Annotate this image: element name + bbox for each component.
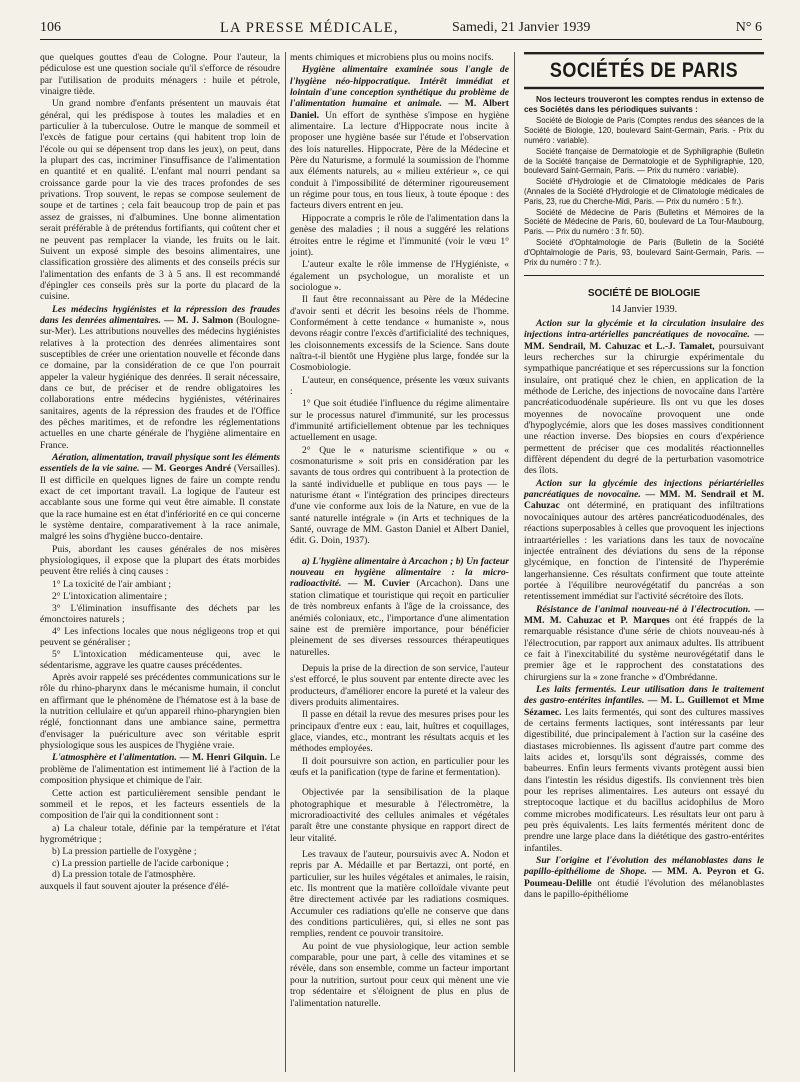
paragraph: 2° Que le « naturisme scientifique » ou « cosmonaturisme » soit pris en considération par les savants de tous ordres qui contribuent à la protection de la santé individuelle et publique en tous pays — le naturisme étant « l'intégration des principes directeurs d'une vie conforme aux lois de la Nature, en vue de la santé naturelle intégrale » (in Arts et techniques de la Santé, ouvrage de MM. Gaston Daniel et Albert Daniel, édit. G. Doin, 1937). [290, 444, 509, 547]
society-entry: Société de Médecine de Paris (Bulletins et Mémoires de la Société de Médecine de Paris, 60, boulevard de La Tour-Maubourg, Paris. — Prix du numéro : 3 fr. 50). [524, 207, 764, 237]
paragraph: 1° Que soit étudiée l'influence du régime alimentaire sur le processus naturel d'immunité, sur les processus d'immunité artificiellement obtenue par les techniques actuellement en usage. [290, 398, 509, 444]
society-entry: Société française de Dermatologie et de Syphiligraphie (Bulletin de la Société française de Dermatologie et de Syphiligraphie, 120, boulevard Saint-Germain, Paris. — Prix du numéro : variable). [524, 146, 764, 176]
page-header [40, 20, 762, 40]
society-heading: SOCIÉTÉ DE BIOLOGIE [587, 288, 701, 300]
paragraph: Objectivée par la sensibilisation de la plaque photographique et mesurable à l'électromètre, la microradioactivité des cellules animales et végétales paraît être une constante physique en rapport direct de leur vitalité. [290, 787, 509, 844]
society-entry: Société d'Hydrologie et de Climatologie médicales de Paris (Annales de la Société d'Hydrologie et de Climatologie médicales de Paris, 23, rue du Cherche-Midi, Paris. — Prix du numéro : 5 fr.). [524, 177, 764, 206]
paragraph: ments chimiques et microbiens plus ou moins nocifs. [290, 52, 494, 63]
section-intro: Nos lecteurs trouveront les comptes rendus in extenso de ces Sociétés dans les périodiques suivants : [524, 95, 764, 115]
issue-number: N° 6 [735, 20, 762, 35]
article-heading: L'atmosphère et l'alimentation. — M. Henri Gilquin. Le problème de l'alimentation est intimement lié à l'action de la composition physique et chimique de l'air. [40, 752, 280, 787]
section-title: SOCIÉTÉS DE PARIS [524, 52, 764, 90]
article-heading: Action sur la glycémie des injections périartérielles pancréatiques de novocaïne. — MM. M. Sendrail et M. Cahuzac ont déterminé, en pratiquant des infiltrations novocaïniques autour des artères pancréaticoduodénales, des réactions superposables à celles que provoquent les injections intraartérielles : les variations dans les taux de novocaïne injectée entraînent des déviations du sens de la réponse glycémique, en fonction de l'intensité de l'hyperémie langerhansienne. Ces résultats confirment que toute atteinte portée à l'équilibre neurovégétatif du pancréas a son retentissement immédiat sur l'activité sécrétoire des îlots. [524, 477, 764, 603]
divider [524, 275, 764, 276]
article-heading: Résistance de l'animal nouveau-né à l'électrocution. — MM. M. Cahuzac et P. Marques ont été frappés de la remarquable résistance d'une série de chiots nouveau-nés à l'électrocution, par rapport aux animaux adultes. Ils attribuent ce fait à l'inexcitabilité du système neurovégétatif dans le premier âge et le rapprochent des constatations des chirurgiens sur la « zone franche » d'Ombrédanne. [524, 603, 764, 683]
list-item: 5° L'intoxication médicamenteuse qui, avec le sédentarisme, aggrave les quatre causes précédentes. [40, 648, 280, 672]
air-factors-list [40, 823, 280, 881]
list-item: a) La chaleur totale, définie par la température et l'état hygrométrique ; [40, 822, 280, 845]
paragraph: Il faut être reconnaissant au Père de la Médecine d'avoir senti et décrit les besoins réels de l'homme. Conformément à cette tendance « humaniste », nous devons réagir contre l'excès d'artificialité des techniques, les cloisonnements excessifs de la Science. Sans doute naîtra-t-il bientôt une Hygiène plus large, fondée sur la Cosmobiologie. [290, 294, 509, 374]
paragraph: Au point de vue physiologique, leur action semble comparable, pour une part, à celle des vitamines et se révèle, dans son ensemble, comme un facteur important pour la nutrition, surtout pour ceux qui mènent une vie trop sédentaire et s'éloignent de plus en plus de l'alimentation naturelle. [290, 940, 509, 1009]
article-heading: Sur l'origine et l'évolution des mélanoblastes dans le papillo-épithéliome de Shope. — MM. A. Peyron et G. Poumeau-Delille ont étudié l'évolution des mélanoblastes dans le papillo-épithéliome [524, 855, 764, 901]
column-right [524, 52, 764, 902]
society-entry: Société d'Ophtalmologie de Paris (Bulletin de la Société d'Ophtalmologie de Paris, 93, boulevard Saint-Germain, Paris. — Prix du numéro : 7 fr.). [524, 237, 764, 267]
paragraph: L'auteur exalte le rôle immense de l'Hygiéniste, « également un psychologue, un moraliste et un sociologue ». [290, 259, 509, 293]
article-heading: a) L'hygiène alimentaire à Arcachon ; b) Un facteur nouveau en hygiène alimentaire : la micro-radioactivité. — M. Cuvier (Arcachon). Dans une station climatique et touristique qui reçoit en particulier de très nombreux enfants à l'âge de la croissance, des anémiés coloniaux, etc., l'importance d'une alimentation saine est de première importance, pour bénéficier pleinement de ses diverses ressources thérapeutiques naturelles. [290, 555, 509, 658]
article-heading: Action sur la glycémie et la circulation insulaire des injections intra-artérielles pancréatiques de novocaïne. — MM. Sendrail, M. Cahuzac et L.-J. Tamalet, poursuivant leurs recherches sur la chirurgie expérimentale du sympathique pancréatique et ses répercussions sur la fonction insulaire, ont pratiqué chez le chien, en application de la méthode de Leriche, des injections de novocaïne dans l'artère pancréaticoduodénale supérieure. Ils ont vu que les doses moyennes de novocaïne provoquent une onde d'hypoglycémie, alors que les doses massives conditionnent une réaction inverse. Des biopsies en cours d'expérience permettent de préciser que ces modalités réactionnelles diffèrent dépendent du degré de la perturbation vasomotrice des îlots. [524, 317, 764, 477]
list-item: 2° L'intoxication alimentaire ; [52, 590, 168, 602]
paragraph: Cette action est particulièrement sensible pendant le sommeil et le repos, et les facteurs essentiels de la composition de l'air qui la conditionnent sont : [40, 787, 280, 822]
column-left [40, 52, 280, 894]
article-heading: Aération, alimentation, travail physique sont les éléments essentiels de la vie saine. — M. Georges André (Versailles). Il est difficile en quelques lignes de faire un compte rendu exact de cet important travail. La logique de l'auteur est accablante sous une forme qui veut être aimable. Il constate que la race humaine est en état d'infériorité en ce qui concerne le système dentaire, comparativement à la race animale, malgré les soins d'hygiène bucco-dentaire. [40, 452, 281, 543]
paragraph: Hippocrate a compris le rôle de l'alimentation dans la genèse des maladies ; il nous a suggéré les relations étroites entre le régime et l'immunité (voir le vœu 1° joint). [290, 212, 509, 258]
list-item: b) La pression partielle de l'oxygène ; [52, 845, 197, 857]
issue-date: Samedi, 21 Janvier 1939 [452, 20, 591, 35]
article-heading: Les laits fermentés. Leur utilisation dans le traitement des gastro-entérites infantiles. — M. L. Guillemot et Mme Sézamec. Les laits fermentés, qui sont des cultures massives de certains ferments lactiques, sont intéressants par leur digestibilité, due principalement à l'action sur la caséine des diastases microbiennes. Ils agissent d'autre part comme des laits acides et, lorsqu'ils sont dégraissés, comme des babeurres. Enfin leurs ferments vivants protègent aussi bien dans l'intestin les résidus digestifs. Ils conviennent très bien pour les reprises alimentaires. Les auteurs ont essayé du streptocoque lactique et du bacillus acidophilus de Moro comme microbes modificateurs. Les résultats leur ont paru à peu près équivalents. Les laits fermentés méritent donc de prendre une large place dans la diététique des gastro-entérites infantiles. [524, 683, 764, 854]
list-item: 3° L'élimination insuffisante des déchets par les émonctoires naturels ; [40, 602, 280, 625]
paragraph: Il doit poursuivre son action, en particulier pour les œufs et la panification (type de farine et fermentation). [290, 755, 509, 778]
list-item: d) La pression totale de l'atmosphère. [52, 869, 196, 881]
column-divider [514, 52, 515, 1072]
paragraph: L'auteur, en conséquence, présente les vœux suivants : [290, 374, 509, 397]
page-number: 106 [40, 20, 61, 35]
paragraph: auxquels il faut souvent ajouter la présence d'élé- [40, 881, 229, 893]
paragraph: Après avoir rappelé ses précédentes communications sur le rôle du rhino-pharynx dans le mécanisme humain, il conclut en affirmant que le phénomène de l'hématose est à la base de la nutrition cellulaire et qu'un appareil rhino-pharyngien bien réglé, fonctionnant dans une ambiance saine, permettra d'envisager la puériculture avec son véritable esprit physiologique sous les auspices de l'hygiène vraie. [40, 672, 280, 752]
paragraph: que quelques gouttes d'eau de Cologne. Pour l'auteur, la pédiculose est une question sociale qu'il s'efforce de résoudre par l'utilisation de produits ménagers : huile et pétrole, vinaigre tiède. [40, 52, 280, 98]
society-entry: Société de Biologie de Paris (Comptes rendus des séances de la Société de Biologie, 120, boulevard Saint-Germain, Paris. - Prix du numéro : variable). [524, 116, 764, 145]
paragraph: Il passe en détail la revue des mesures prises pour les principaux d'entre eux : eau, lait, huîtres et coquillages, glace, viandes, etc., montrant les résultats acquis et les méthodes employées. [290, 709, 509, 755]
paragraph: Les travaux de l'auteur, poursuivis avec A. Nodon et repris par A. Médaille et par Bertazzi, ont porté, en particulier, sur les huiles végétales et animales, le raisin, etc. Ils montrent que la matière colloïdale vivante peut être directement activée par les radiations cosmiques. Accumuler ces radiations qu'elle ne conserve que dans des conditions particulières, qui, si elles ne sont pas remplies, rendent ce pouvoir transitoire. [290, 849, 509, 940]
column-middle [290, 52, 509, 1010]
article-heading: Hygiène alimentaire examinée sous l'angle de l'hygiène néo-hippocratique. Intérêt immédiat et lointain d'une conception synthétique du problème de l'alimentation humaine et animale. — M. Albert Daniel. Un effort de synthèse s'impose en hygiène alimentaire. La lecture d'Hippocrate nous incite à proposer une hygiène basée sur l'étude et l'observation des lois naturelles. Hippocrate, Père de la Médecine et Père du Naturisme, a formulé la soumission de l'homme aux éléments naturels, au « milieu extérieur », ce qui conduit à l'impossibilité de déterminer rigoureusement un régime pour tous, en tous lieux, à toute époque : des facteurs divers entrent en jeu. [290, 64, 509, 212]
paragraph: Un grand nombre d'enfants présentent un mauvais état général, qui les prédispose à toutes les maladies et en particulier à la tuberculose. Outre le manque de sommeil et l'excès de fatigue pour certains (qui habitent trop loin de l'école ou qui se dépensent trop dans les jeux), on peut, dans la plupart des cas, incriminer l'insuffisance de l'alimentation en quantité et en qualité. L'enfant mal nourri pendant sa croissance garde pour la vie des traces profondes de ses privations. Trop souvent, le repas se compose seulement de soupe et de tartines ; cela fait beaucoup trop de pain et pas assez de graisses, ni d'albumines. Une bonne alimentation serait préférable à de prétendus fortifiants, qui coûtent cher et ne peuvent pas remplacer la viande, les fruits ou le lait. Suivent un exposé simple des besoins alimentaires, une classification grossière des aliments et des conseils précis sur l'alimentation des enfants de 3 à 5 ans. Il est recommandé d'épingler ces conseils près sur la porte du placard de la cuisine. [40, 98, 280, 303]
list-item: 1° La toxicité de l'air ambiant ; [52, 578, 172, 590]
causes-list [40, 579, 280, 672]
column-divider [285, 52, 286, 1072]
list-item: c) La pression partielle de l'acide carbonique ; [52, 857, 229, 869]
paragraph: Depuis la prise de la direction de son service, l'auteur s'est efforcé, le plus souvent par entente directe avec les producteurs, d'améliorer encore la pureté et la valeur des divers produits alimentaires. [290, 662, 509, 708]
article-heading: Les médecins hygiénistes et la répression des fraudes dans les denrées alimentaires. — M. J. Salmon (Boulogne-sur-Mer). Les attributions nouvelles des médecins hygiénistes relatives à la protection des denrées alimentaires sont susceptibles de créer une orientation nouvelle et féconde dans ce domaine, par la considération de ce que l'on pourrait appeler la valeur hygiénique des denrées. Il serait nécessaire, dans ce but, de préciser et de rendre obligatoires les collaborations entre médecins hygiénistes, vétérinaires sanitaires, agents de la répression des fraudes et de l'Office des pêches maritimes, et de refondre les réglementations actuelles en une charte générale de l'hygiène alimentaire en France. [40, 303, 280, 451]
paragraph: Puis, abordant les causes générales de nos misères physiologiques, il expose que la plupart des états morbides peuvent être reliés à cinq causes : [40, 543, 280, 578]
masthead: LA PRESSE MÉDICALE, [220, 20, 399, 36]
session-date: 14 Janvier 1939. [610, 303, 678, 315]
list-item: 4° Les infections locales que nous négligeons trop et qui peuvent se généraliser ; [40, 625, 280, 649]
